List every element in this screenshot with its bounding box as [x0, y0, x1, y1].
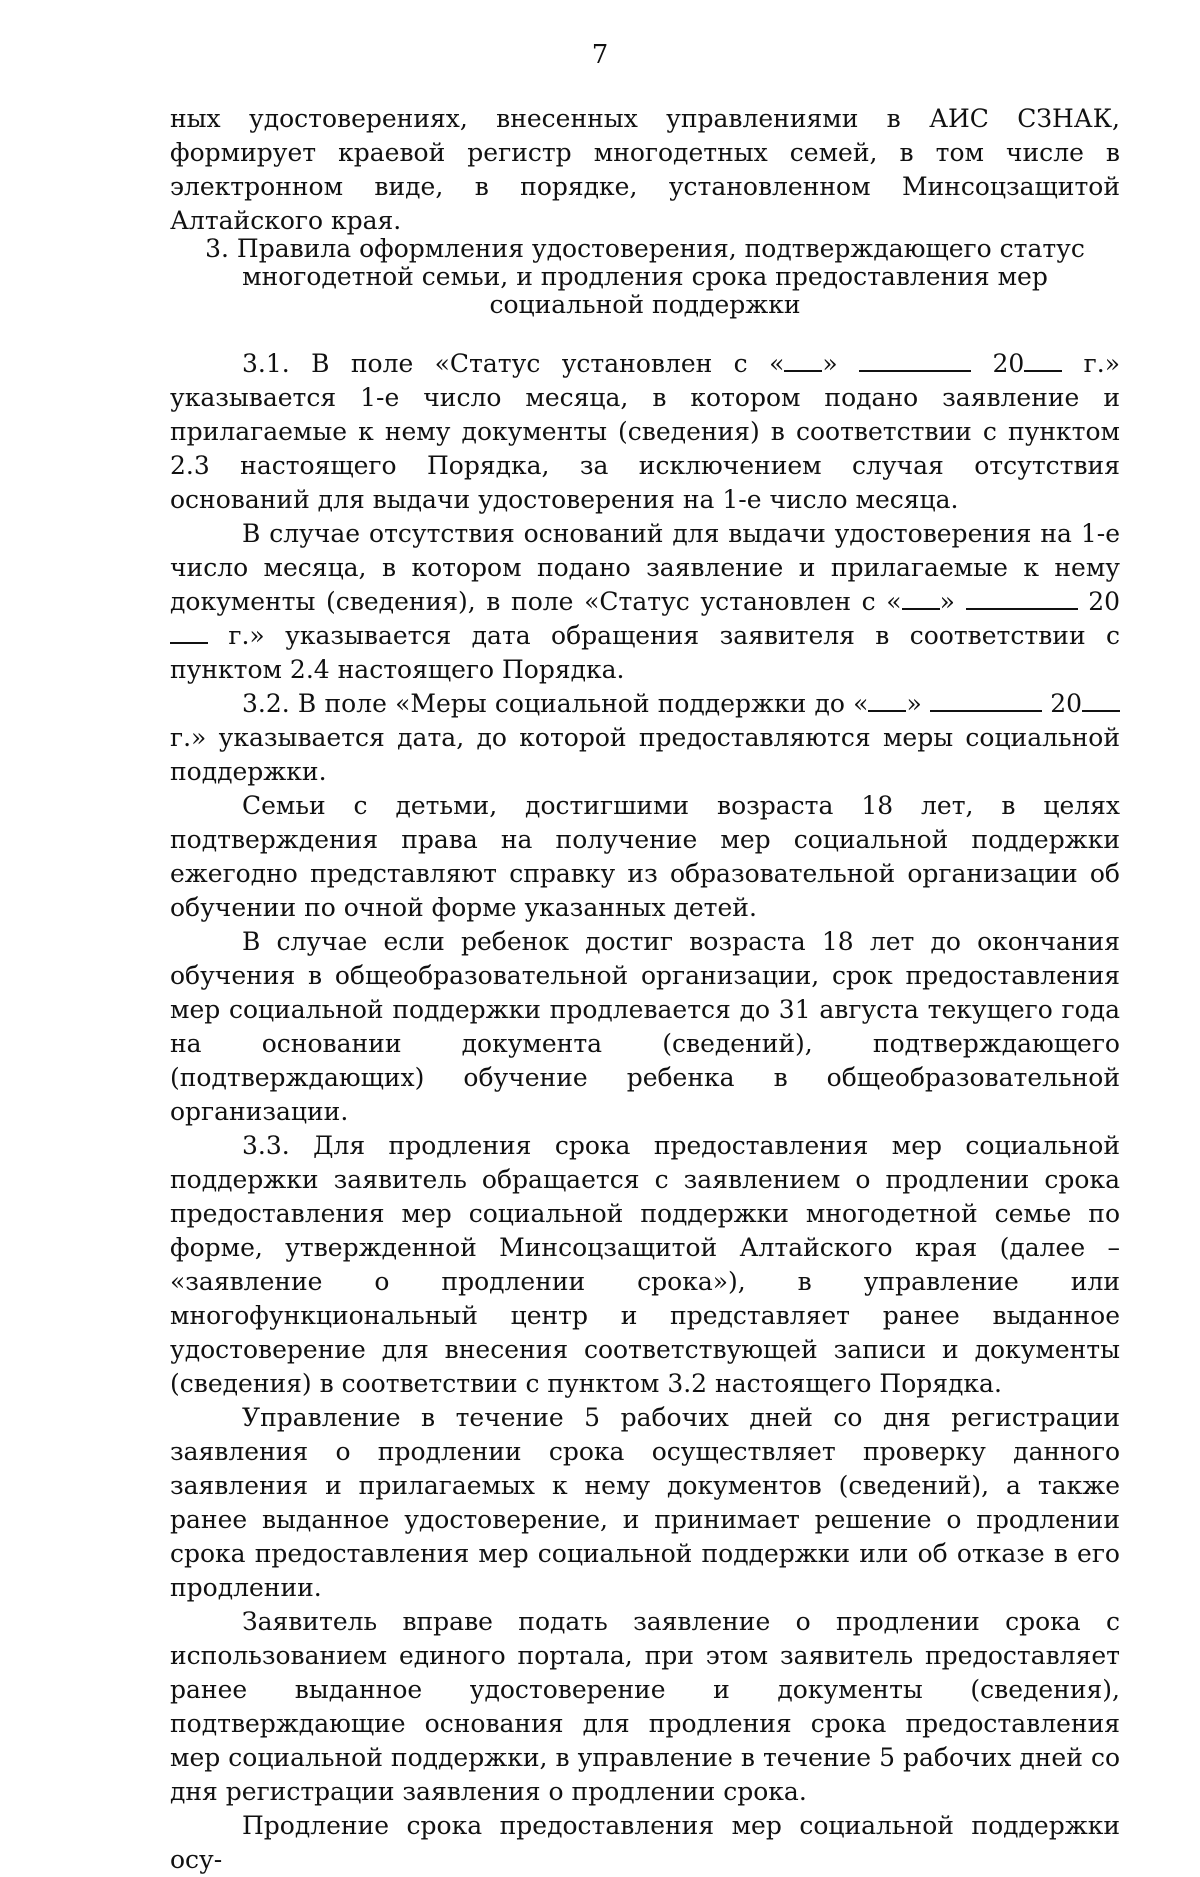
year-blank	[1024, 348, 1062, 372]
year-blank	[1082, 688, 1120, 712]
paragraph-3-1-part-d: г.» указывается 1-е число месяца, в котором подано заявление и прилагаемые к нему документы (сведения) в соответствии с пунктом 2.3 настоящего Порядка, за исключением случая отсутствия оснований для выдачи удостоверения на 1-е число месяца.	[170, 349, 1120, 514]
month-blank	[930, 688, 1042, 712]
paragraph-families-18: Семьи с детьми, достигшими возраста 18 лет, в целях подтверждения права на получение мер социальной поддержки ежегодно представляют справку из образовательной организации об обучении по очной форме указанных детей.	[170, 791, 1120, 922]
page-number: 7	[591, 40, 609, 70]
section-heading-line-1: 3. Правила оформления удостоверения, подтверждающего статус	[205, 234, 1085, 263]
paragraph-management-review: Управление в течение 5 рабочих дней со дня регистрации заявления о продлении срока осуществляет проверку данного заявления и прилагаемых к нему документов (сведений), а также ранее выданное удостоверение, и принимает решение о продлении срока предоставления мер социальной поддержки или об отказе в его продлении.	[170, 1403, 1120, 1602]
intro-paragraph: ных удостоверениях, внесенных управлениями в АИС СЗНАК, формирует краевой регистр многодетных семей, в том числе в электронном виде, в порядке, установленном Минсоцзащитой Алтайского края.	[170, 104, 1120, 235]
paragraph-3-2-part-c: 20	[1050, 689, 1082, 718]
month-blank	[966, 586, 1078, 610]
section-heading-line-3: социальной поддержки	[489, 290, 801, 319]
section-heading-line-2: многодетной семьи, и продления срока предоставления мер	[242, 262, 1048, 291]
document-body	[170, 347, 1120, 1877]
paragraph-child-18: В случае если ребенок достиг возраста 18 лет до окончания обучения в общеобразовательной организации, срок предоставления мер социальной поддержки продлевается до 31 августа текущего года на основании документа (сведений), подтверждающего (подтверждающих) обучение ребенка в общеобразовательной организации.	[170, 927, 1120, 1126]
paragraph-3-2	[170, 687, 1120, 789]
section-heading	[170, 235, 1120, 319]
paragraph-no-grounds-part-a: В случае отсутствия оснований для выдачи удостоверения на 1-е число месяца, в котором подано заявление и прилагаемые к нему документы (сведения), в поле «Статус установлен с «	[170, 519, 1120, 616]
paragraph-3-3: 3.3. Для продления срока предоставления мер социальной поддержки заявитель обращается с заявлением о продлении срока предоставления мер социальной поддержки многодетной семье по форме, утвержденной Минсоцзащитой Алтайского края (далее – «заявление о продлении срока»), в управление или многофункциональный центр и представляет ранее выданное удостоверение для внесения соответствующей записи и документы (сведения) в соответствии с пунктом 3.2 настоящего Порядка.	[170, 1131, 1120, 1398]
paragraph-no-grounds-part-c: 20	[1088, 587, 1121, 616]
paragraph-3-1-part-c: 20	[992, 349, 1025, 378]
day-blank	[784, 348, 822, 372]
paragraph-3-1-part-a: 3.1. В поле «Статус установлен с «	[242, 349, 785, 378]
month-blank	[859, 348, 971, 372]
paragraph-extension-continued: Продление срока предоставления мер социальной поддержки осу-	[170, 1811, 1120, 1874]
paragraph-no-grounds-part-d: г.» указывается дата обращения заявителя в соответствии с пунктом 2.4 настоящего Порядка.	[170, 621, 1120, 684]
year-blank	[170, 620, 208, 644]
paragraph-no-grounds	[170, 517, 1120, 687]
paragraph-3-1-part-b: »	[822, 349, 838, 378]
paragraph-3-2-part-a: 3.2. В поле «Меры социальной поддержки до «	[242, 689, 869, 718]
paragraph-3-2-part-d: г.» указывается дата, до которой предоставляются меры социальной поддержки.	[170, 723, 1120, 786]
day-blank	[868, 688, 906, 712]
day-blank	[902, 586, 940, 610]
paragraph-no-grounds-part-b: »	[939, 587, 955, 616]
paragraph-3-2-part-b: »	[906, 689, 922, 718]
paragraph-portal-application: Заявитель вправе подать заявление о продлении срока с использованием единого портала, при этом заявитель предоставляет ранее выданное удостоверение и документы (сведения), подтверждающие основания для продления срока предоставления мер социальной поддержки, в управление в течение 5 рабочих дней со дня регистрации заявления о продлении срока.	[170, 1607, 1120, 1806]
paragraph-3-1	[170, 347, 1120, 517]
